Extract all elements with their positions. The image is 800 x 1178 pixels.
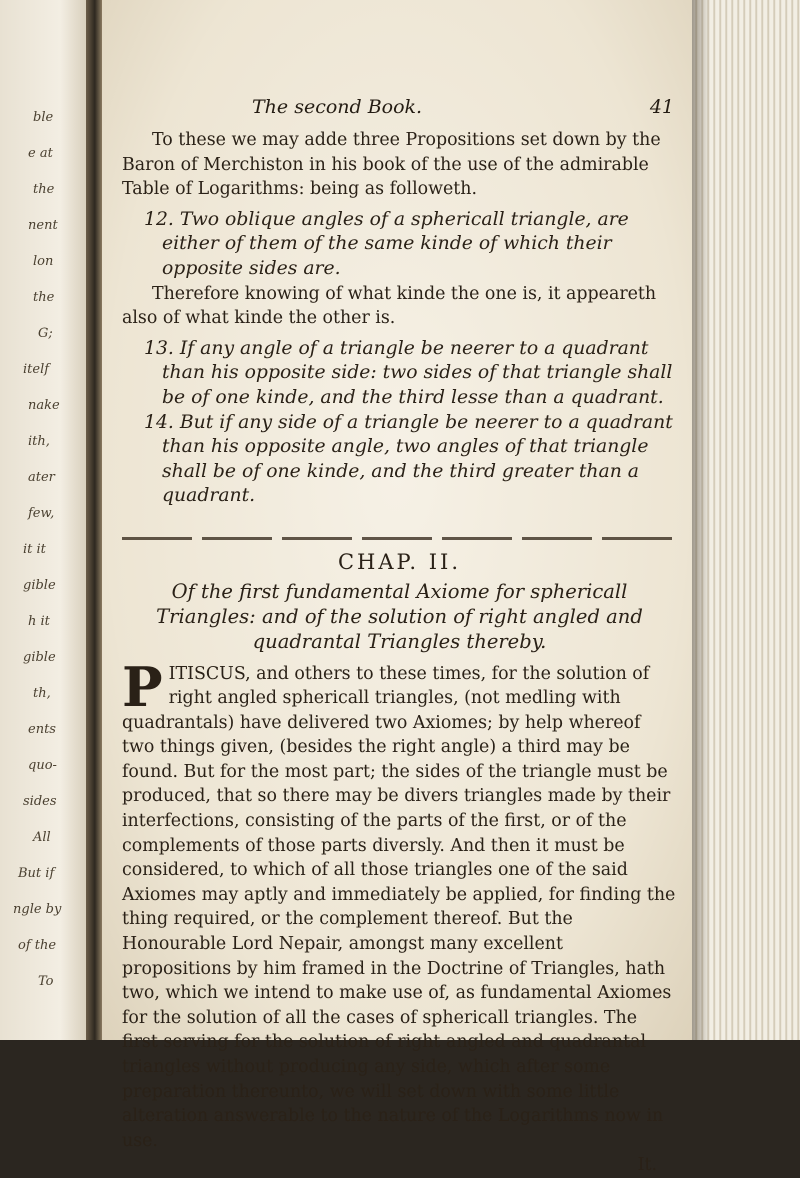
- margin-fragment: lon: [33, 254, 54, 269]
- margin-fragment: G;: [38, 326, 53, 341]
- margin-fragment: ents: [28, 722, 56, 737]
- body-paragraph: [122, 654, 677, 1154]
- previous-page-edge: [0, 0, 86, 1040]
- margin-fragment: quo-: [28, 758, 57, 773]
- page-text: [122, 128, 677, 1178]
- margin-fragment: h it: [28, 614, 50, 629]
- margin-fragment: nake: [28, 398, 60, 413]
- book-page: [102, 0, 692, 1176]
- body-text: ITISCUS, and others to these times, for the solution of right angled sphericall triangles, (not medling with quadrantals) have delivered two Axiomes; by help whereof two things given, (besides the right angle) a third may be found. But for the most part; the sides of the triangle must be produced, that so there may be divers triangles made by their interfections, consisting of the parts of the first, or of the complements of those parts diversly. And then it must be considered, to which of all those triangles one of the said Axiomes may aptly and immediately be applied, for finding the thing required, or the complement thereof. But the Honourable Lord Nepair, amongst many excellent propositions by him framed in the Doctrine of Triangles, hath two, which we intend to make use of, as fundamental Axiomes for the solution of all the cases of sphericall triangles. The first serving for the solution of right angled and quadrantal triangles without producing any side, which after some preparation thereunto, we will set down with some little alteration answerable to the nature of the Logarithms now in use.: [122, 663, 676, 1151]
- proposition-13: 13. If any angle of a triangle be neerer to a quadrant than his opposite side: two sides of that triangle shall be of one kinde, and the third lesse than a quadrant.: [144, 337, 673, 408]
- fore-edge-shadow: [692, 0, 710, 1040]
- chapter-subtitle: Of the first fundamental Axiome for sphericall Triangles: and of the solution of right angled and quadrantal Triangles thereby.: [156, 579, 643, 653]
- margin-fragment: To: [38, 974, 54, 989]
- margin-fragment: the: [33, 182, 55, 197]
- margin-fragment: itelf: [23, 362, 50, 377]
- catchword: It.: [637, 1155, 657, 1176]
- margin-fragment: ngle by: [13, 902, 62, 917]
- margin-fragment: ater: [28, 470, 55, 485]
- section-divider: [122, 537, 677, 540]
- proposition-12-note: Therefore knowing of what kinde the one is, it appeareth also of what kinde the other is.: [122, 283, 657, 329]
- margin-fragment: of the: [18, 938, 57, 953]
- margin-fragment: few,: [28, 506, 55, 521]
- page-number: 41: [649, 96, 674, 118]
- book-gutter: [86, 0, 102, 1040]
- running-header: The second Book.: [252, 96, 423, 118]
- drop-cap: P: [122, 654, 163, 719]
- margin-fragment: nent: [28, 218, 58, 233]
- margin-fragment: e at: [28, 146, 53, 161]
- margin-fragment: All: [33, 830, 51, 845]
- margin-fragment: But if: [18, 866, 55, 881]
- margin-fragment: ith,: [28, 434, 50, 449]
- margin-fragment: it it: [23, 542, 46, 557]
- margin-fragment: gible: [23, 578, 56, 593]
- margin-fragment: gible: [23, 650, 56, 665]
- proposition-14: 14. But if any side of a triangle be neerer to a quadrant than his opposite angle, two angles of that triangle shall be of one kinde, and the third greater than a quadrant.: [144, 411, 673, 507]
- margin-fragment: the: [33, 290, 55, 305]
- intro-paragraph: To these we may adde three Propositions set down by the Baron of Merchiston in his book of the use of the admirable Table of Logarithms: being as followeth.: [122, 130, 661, 200]
- margin-fragment: sides: [23, 794, 57, 809]
- chapter-heading: CHAP. II.: [337, 549, 462, 574]
- margin-fragment: ble: [33, 110, 54, 125]
- proposition-12: 12. Two oblique angles of a sphericall triangle, are either of them of the same kinde of which their opposite sides are.: [144, 208, 629, 279]
- margin-fragment: th,: [33, 686, 51, 701]
